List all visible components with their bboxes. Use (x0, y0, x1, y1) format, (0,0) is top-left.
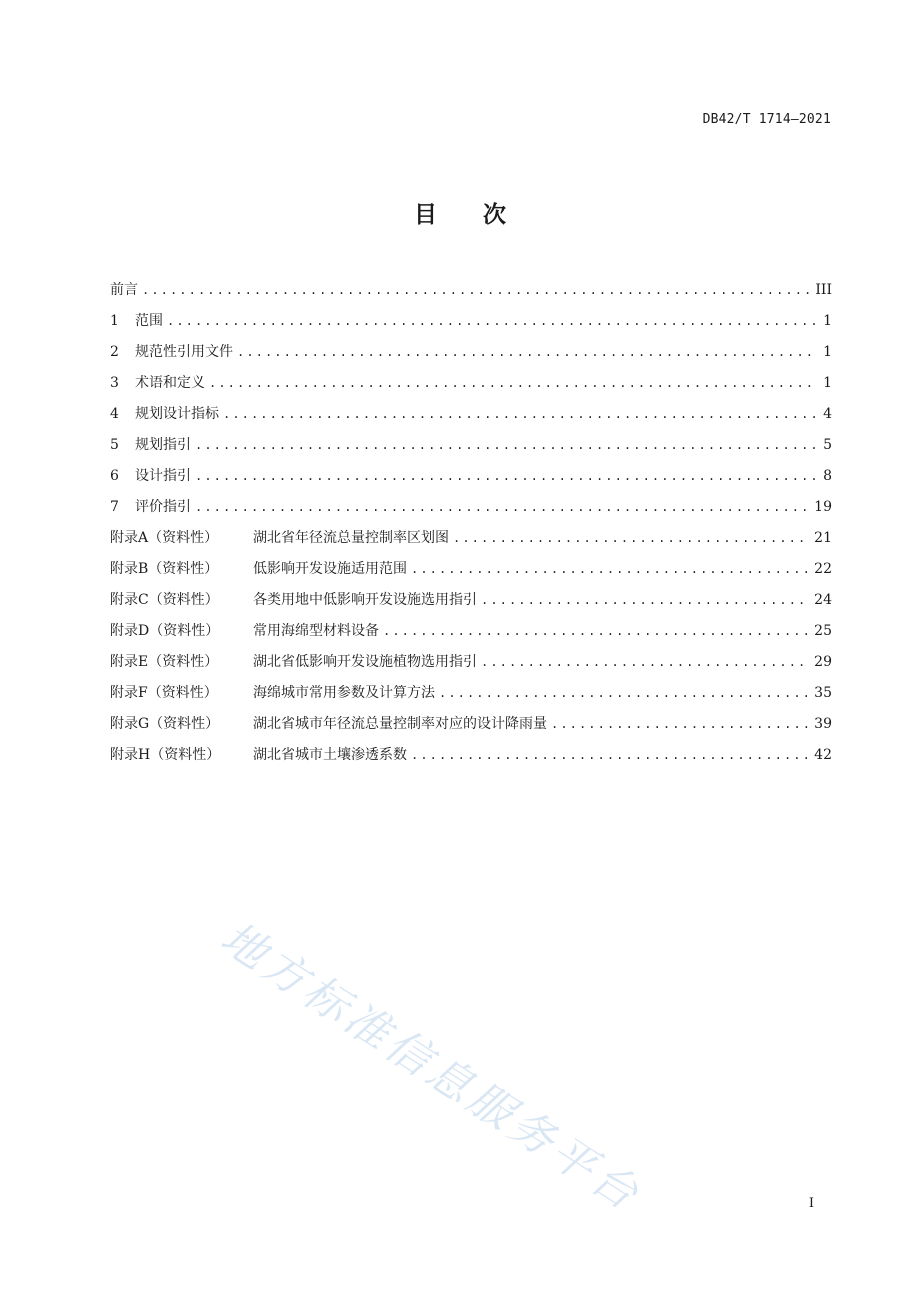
toc-entry-1[interactable] (110, 310, 832, 341)
toc-entry-page: 1 (823, 313, 832, 329)
toc-entry-annex-label: 附录A（资料性） (110, 530, 219, 546)
toc-entry-title: 规划设计指标 (135, 406, 219, 422)
toc-entry-annex-h[interactable] (110, 744, 832, 775)
toc-leader (195, 438, 816, 452)
toc-leader (383, 624, 810, 638)
watermark: 地方标准信息服务平台 (211, 912, 651, 1223)
title-char-1: 目 (414, 202, 437, 228)
toc-entry-title: 常用海绵型材料设备 (253, 623, 379, 639)
toc-entry-number: 2 (110, 344, 119, 360)
toc-entry-page: 5 (823, 437, 832, 453)
toc-entry-page: 35 (814, 685, 832, 701)
toc-entry-page: 8 (823, 468, 832, 484)
toc-entry-6[interactable] (110, 465, 832, 496)
toc-entry-annex-c[interactable] (110, 589, 832, 620)
toc-entry-page: 4 (823, 406, 832, 422)
toc-leader (195, 469, 816, 483)
toc-entry-annex-e[interactable] (110, 651, 832, 682)
toc-entry-annex-label: 附录C（资料性） (110, 592, 219, 608)
toc-entry-page: 39 (814, 716, 832, 732)
toc-leader (453, 531, 810, 545)
standard-code: DB42/T 1714—2021 (702, 112, 831, 127)
toc-entry-page: 24 (814, 592, 832, 608)
toc-entry-page: 1 (823, 375, 832, 391)
toc-entry-number: 5 (110, 437, 119, 453)
toc-entry-annex-label: 附录G（资料性） (110, 716, 220, 732)
toc-entry-title: 湖北省年径流总量控制率区划图 (253, 530, 449, 546)
toc-entry-annex-b[interactable] (110, 558, 832, 589)
toc-entry-number: 7 (110, 499, 119, 515)
toc-entry-page: 22 (814, 561, 832, 577)
toc-entry-title: 设计指引 (135, 468, 191, 484)
toc-entry-4[interactable] (110, 403, 832, 434)
toc-entry-annex-label: 附录B（资料性） (110, 561, 219, 577)
toc-entry-title: 规范性引用文件 (135, 344, 233, 360)
toc-entry-annex-label: 附录E（资料性） (110, 654, 219, 670)
title-char-2: 次 (483, 202, 506, 228)
toc-entry-title: 低影响开发设施适用范围 (253, 561, 407, 577)
toc-entry-number: 3 (110, 375, 119, 391)
toc-entry-title: 规划指引 (135, 437, 191, 453)
toc-entry-title: 湖北省城市年径流总量控制率对应的设计降雨量 (253, 716, 547, 732)
toc-entry-number: 4 (110, 406, 119, 422)
toc-entry-number: 6 (110, 468, 119, 484)
toc-entry-5[interactable] (110, 434, 832, 465)
toc-entry-title: 湖北省城市土壤渗透系数 (253, 747, 407, 763)
toc-entry-annex-label: 附录D（资料性） (110, 623, 220, 639)
toc-entry-title: 海绵城市常用参数及计算方法 (253, 685, 435, 701)
toc-entry-page: 1 (823, 344, 832, 360)
toc-entry-number: 1 (110, 313, 119, 329)
toc-entry-annex-g[interactable] (110, 713, 832, 744)
toc-entry-page: 25 (814, 623, 832, 639)
toc-leader (223, 407, 816, 421)
toc-entry-annex-f[interactable] (110, 682, 832, 713)
toc-leader (551, 717, 810, 731)
toc-entry-title: 各类用地中低影响开发设施选用指引 (253, 592, 477, 608)
toc-leader (195, 500, 810, 514)
toc-entry-title: 前言 (110, 282, 138, 298)
toc-entry-title: 术语和定义 (135, 375, 205, 391)
toc-entry-page: 19 (814, 499, 832, 515)
toc-entry-page: III (815, 282, 832, 298)
toc-leader (439, 686, 810, 700)
toc-leader (411, 562, 810, 576)
toc-entry-annex-a[interactable] (110, 527, 832, 558)
toc-entry-7[interactable] (110, 496, 832, 527)
toc-entry-annex-label: 附录H（资料性） (110, 747, 221, 763)
toc-leader (481, 655, 810, 669)
toc-entry-3[interactable] (110, 372, 832, 403)
toc-entry-annex-label: 附录F（资料性） (110, 685, 218, 701)
toc-entry-annex-d[interactable] (110, 620, 832, 651)
toc-entry-page: 21 (814, 530, 832, 546)
toc-leader (209, 376, 816, 390)
toc-entry-title: 湖北省低影响开发设施植物选用指引 (253, 654, 477, 670)
toc-entry-title: 评价指引 (135, 499, 191, 515)
toc-entry-page: 29 (814, 654, 832, 670)
toc-entry-2[interactable] (110, 341, 832, 372)
toc-leader (411, 748, 810, 762)
toc-leader (142, 283, 811, 297)
toc-leader (481, 593, 810, 607)
toc-leader (237, 345, 816, 359)
page-number: I (808, 1196, 814, 1211)
toc-entry-page: 42 (814, 747, 832, 763)
page-title (0, 196, 920, 229)
toc-leader (167, 314, 816, 328)
toc-entry-foreword[interactable] (110, 279, 832, 310)
toc-entry-title: 范围 (135, 313, 163, 329)
table-of-contents (110, 279, 832, 775)
